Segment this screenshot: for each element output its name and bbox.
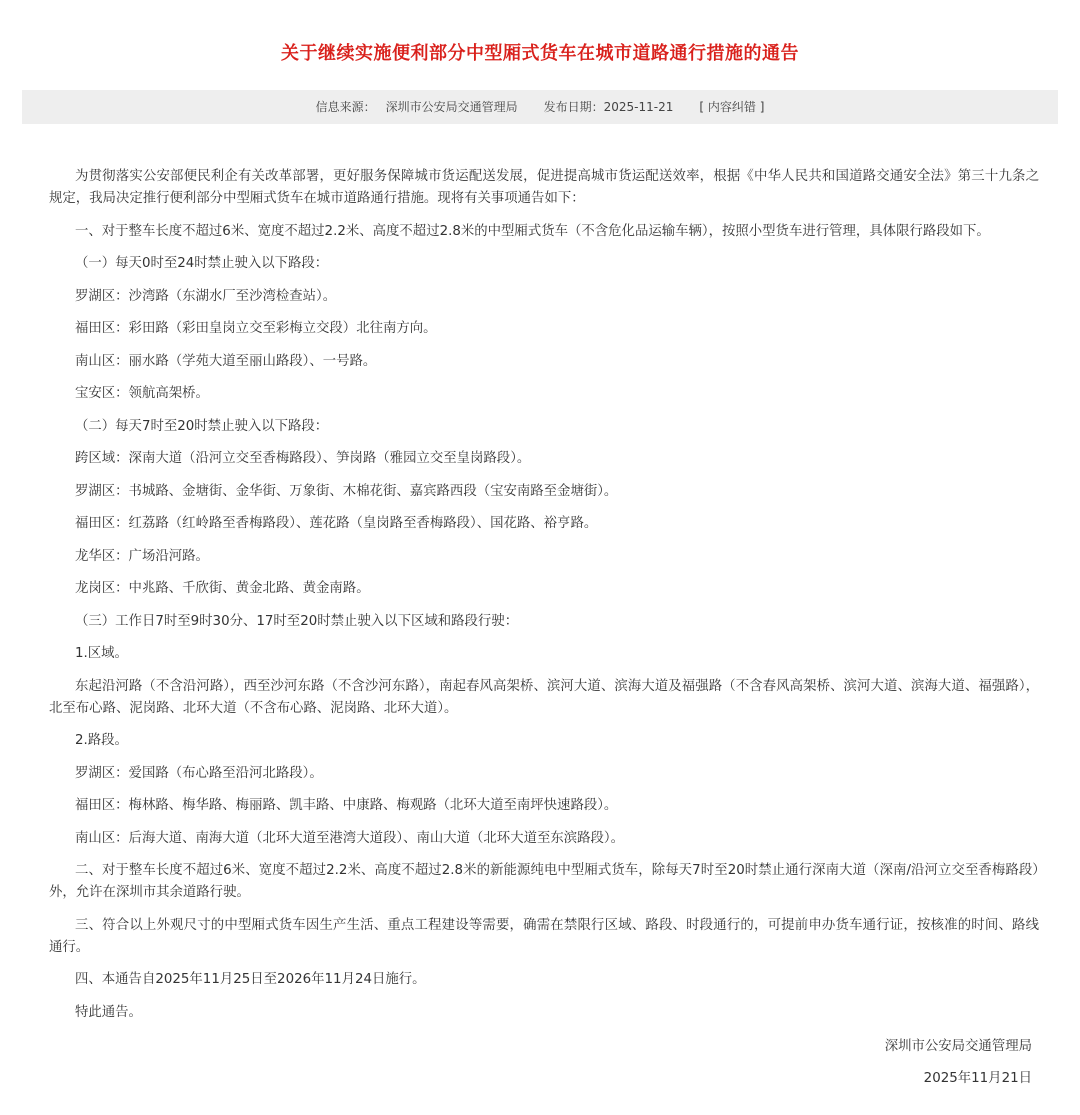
paragraph-futian-3: 福田区：梅林路、梅华路、梅丽路、凯丰路、中康路、梅观路（北环大道至南坪快速路段）。 (75, 798, 618, 813)
paragraph-roads-heading: 2.路段。 (75, 733, 128, 748)
paragraph-region-heading: 1.区域。 (75, 646, 128, 661)
paragraph-subitem-1: （一）每天0时至24时禁止驶入以下路段： (75, 256, 329, 271)
paragraph-nanshan-3: 南山区：后海大道、南海大道（北环大道至港湾大道段）、南山大道（北环大道至东滨路段）。 (75, 830, 625, 846)
paragraph-closing: 特此通告。 (75, 1004, 142, 1020)
paragraph-baoan-1: 宝安区：领航高架桥。 (75, 386, 209, 401)
paragraph-nanshan-1: 南山区：丽水路（学苑大道至丽山路段）、一号路。 (75, 353, 377, 369)
paragraph-item-4: 四、本通告自2025年11月25日至2026年11月24日施行。 (75, 972, 426, 987)
paragraph-futian-2: 福田区：红荔路（红岭路至香梅路段）、莲花路（皇岗路至香梅路段）、国花路、裕亨路。 (75, 516, 598, 531)
paragraph-intro: 为贯彻落实公安部便民利企有关改革部署，更好服务保障城市货运配送发展，促进提高城市货运配送效率，根据《中华人民共和国道路交通安全法》第三十九条之规定，我局决定推行便利部分中型厢式货车在城市道路通行措施。现将有关事项通告如下： (49, 169, 1039, 206)
paragraph-region-bounds: 东起沿河路（不含沿河路），西至沙河东路（不含沙河东路），南起春风高架桥、滨河大道、滨海大道及福强路（不含春风高架桥、滨河大道、滨海大道、福强路），北至布心路、泥岗路、北环大道（不含布心路、泥岗路、北环大道）。 (49, 678, 1039, 716)
signature-org: 深圳市公安局交通管理局 (884, 1039, 1032, 1054)
publish-date-label: 发布日期： (543, 100, 604, 114)
source-label: 信息来源： (315, 100, 376, 114)
publish-date-value: 2025-11-21 (603, 100, 674, 114)
paragraph-futian-1: 福田区：彩田路（彩田皇岗立交至彩梅立交段）北往南方向。 (75, 321, 437, 336)
paragraph-item-1: 一、对于整车长度不超过6米、宽度不超过2.2米、高度不超过2.8米的中型厢式货车（不含危化品运输车辆），按照小型货车进行管理，具体限行路段如下。 (75, 223, 990, 239)
paragraph-luohu-2: 罗湖区：书城路、金塘街、金华街、万象街、木棉花街、嘉宾路西段（宝安南路至金塘街）。 (75, 483, 618, 499)
content-correction-link[interactable]: [ 内容纠错 ] (699, 100, 765, 114)
paragraph-cross-region: 跨区域：深南大道（沿河立交至香梅路段）、笋岗路（雅园立交至皇岗路段）。 (75, 451, 531, 466)
paragraph-longhua: 龙华区：广场沿河路。 (75, 548, 209, 564)
signature-date: 2025年11月21日 (923, 1071, 1032, 1086)
paragraph-subitem-3: （三）工作日7时至9时30分、17时至20时禁止驶入以下区域和路段行驶： (75, 613, 519, 629)
paragraph-luohu-3: 罗湖区：爱国路（布心路至沿河北路段）。 (75, 765, 323, 781)
article-body (49, 166, 1039, 1034)
paragraph-item-2: 二、对于整车长度不超过6米、宽度不超过2.2米、高度不超过2.8米的新能源纯电中型厢式货车，除每天7时至20时禁止通行深南大道（深南/沿河立交至香梅路段）外，允许在深圳市其余道路行驶。 (49, 863, 1039, 900)
paragraph-subitem-2: （二）每天7时至20时禁止驶入以下路段： (75, 418, 329, 434)
info-bar (22, 90, 1058, 124)
paragraph-longgang: 龙岗区：中兆路、千欣街、黄金北路、黄金南路。 (75, 581, 370, 596)
paragraph-luohu-1: 罗湖区：沙湾路（东湖水厂至沙湾检查站）。 (75, 288, 337, 304)
source-value: 深圳市公安局交通管理局 (385, 100, 518, 114)
page-title: 关于继续实施便利部分中型厢式货车在城市道路通行措施的通告 (281, 43, 799, 64)
paragraph-item-3: 三、符合以上外观尺寸的中型厢式货车因生产生活、重点工程建设等需要，确需在禁限行区域、路段、时段通行的，可提前申办货车通行证，按核准的时间、路线通行。 (49, 917, 1039, 955)
